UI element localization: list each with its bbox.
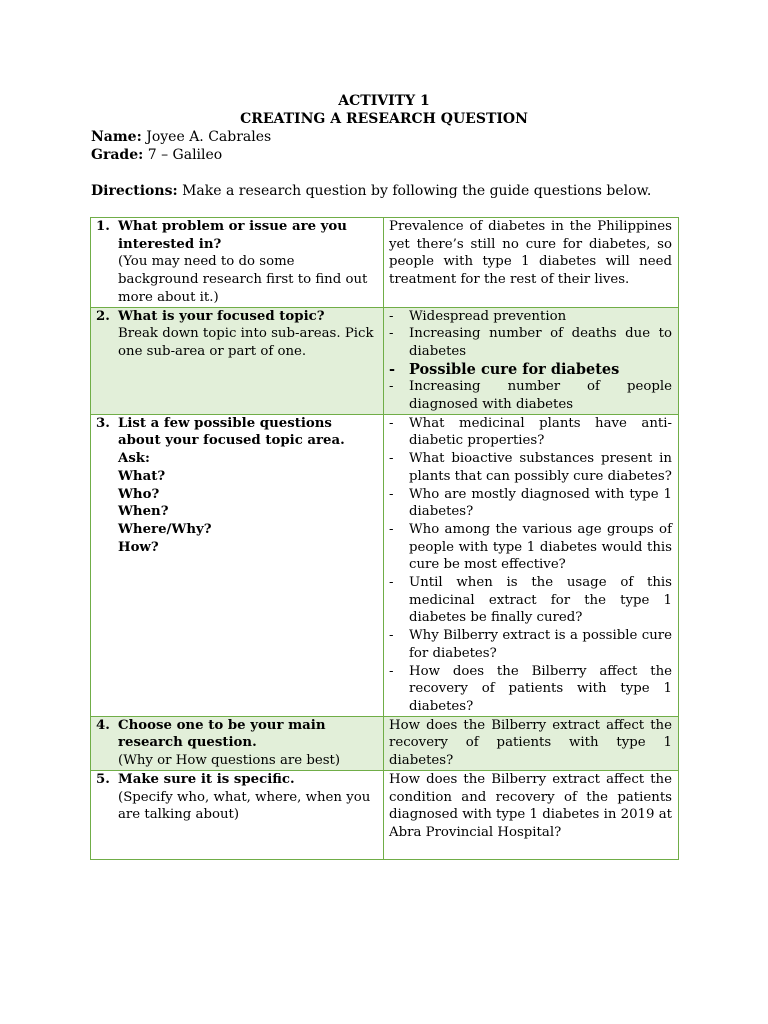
directions-label: Directions:: [91, 183, 178, 199]
list-item-text: Who are mostly diagnosed with type 1 diabetes?: [409, 486, 672, 520]
question-text: List a few possible questions about your focused topic area.: [118, 415, 345, 449]
dash-marker: -: [389, 486, 394, 502]
list-item: [389, 627, 672, 662]
question-number: 1.: [96, 219, 110, 234]
question-text: Choose one to be your main research question.: [118, 717, 326, 751]
list-item: [389, 486, 672, 521]
question-note: (You may need to do some background research first to find out more about it.): [118, 254, 368, 305]
grade-value: 7 – Galileo: [147, 147, 223, 163]
question-text: Make sure it is specific.: [118, 771, 295, 787]
dash-marker: -: [389, 521, 394, 537]
guide-table: [90, 217, 679, 860]
name-value: Joyee A. Cabrales: [146, 129, 272, 145]
list-item-text: Who among the various age groups of people with type 1 diabetes would this cure be most effective?: [409, 521, 672, 573]
table-row: [91, 770, 679, 859]
list-item-text: What bioactive substances present in plants that can possibly cure diabetes?: [409, 451, 672, 484]
answer-cell: [384, 218, 679, 308]
list-item-text: Widespread prevention: [409, 308, 567, 324]
answer-cell: [384, 716, 679, 770]
dash-marker: -: [389, 326, 394, 342]
list-item-text: How does the Bilberry affect the recovery of patients with type 1 diabetes?: [409, 663, 672, 714]
directions: [91, 182, 651, 200]
table-row: [91, 307, 679, 414]
dash-marker: -: [389, 415, 394, 431]
question-cell: [91, 218, 384, 308]
prompt-when: When?: [118, 504, 169, 520]
answer-list: [389, 415, 672, 716]
list-item: [389, 574, 672, 627]
list-item: [389, 378, 672, 413]
answer-cell: [384, 770, 679, 859]
question-cell: [91, 770, 384, 859]
dash-marker: -: [389, 628, 394, 644]
name-label: Name:: [91, 129, 142, 145]
question-cell: [91, 414, 384, 716]
question-note: Break down topic into sub-areas. Pick one sub-area or part of one.: [118, 326, 374, 359]
grade-field: [91, 146, 222, 164]
prompt-who: Who?: [118, 486, 160, 502]
activity-title: CREATING A RESEARCH QUESTION: [240, 111, 528, 127]
question-text: What problem or issue are you interested in?: [118, 219, 347, 252]
list-item-text: Until when is the usage of this medicinal extract for the type 1 diabetes be finally cured?: [409, 575, 672, 626]
question-note: (Specify who, what, where, when you are talking about): [118, 789, 371, 823]
list-item: [389, 325, 672, 360]
dash-marker: -: [389, 308, 394, 324]
activity-number: ACTIVITY 1: [338, 93, 430, 109]
list-item-text: Why Bilberry extract is a possible cure for diabetes?: [409, 628, 672, 661]
dash-marker: -: [389, 360, 396, 378]
answer-cell: [384, 414, 679, 716]
prompt-where-why: Where/Why?: [118, 521, 212, 537]
prompt-ask: Ask:: [118, 451, 150, 467]
directions-text: Make a research question by following the guide questions below.: [182, 183, 652, 199]
answer-list: [389, 308, 672, 414]
list-item-text: Increasing number of people diagnosed with diabetes: [409, 379, 672, 413]
answer-cell: [384, 307, 679, 414]
question-cell: [91, 307, 384, 414]
question-number: 2.: [96, 308, 110, 324]
dash-marker: -: [389, 575, 394, 591]
list-item: [389, 521, 672, 574]
table-row: [91, 414, 679, 716]
table-row: [91, 218, 679, 308]
question-note: (Why or How questions are best): [118, 753, 341, 769]
dash-marker: -: [389, 663, 394, 679]
prompt-what: What?: [118, 468, 166, 484]
prompt-how: How?: [118, 539, 159, 555]
table-row: [91, 716, 679, 770]
dash-marker: -: [389, 451, 394, 467]
list-item-text: Increasing number of deaths due to diabetes: [409, 326, 672, 359]
list-item: [389, 361, 672, 379]
list-item-text: Possible cure for diabetes: [409, 360, 620, 378]
question-text: What is your focused topic?: [118, 308, 325, 324]
list-item: [389, 308, 672, 326]
list-item: [389, 663, 672, 716]
question-number: 5.: [96, 771, 110, 787]
list-item-text: What medicinal plants have anti-diabetic properties?: [409, 415, 672, 449]
list-item: [389, 415, 672, 450]
answer-text: Prevalence of diabetes in the Philippines yet there’s still no cure for diabetes, so people with type 1 diabetes will need treatment for the rest of their lives.: [389, 219, 672, 288]
answer-text: How does the Bilberry extract affect the condition and recovery of the patients diagnosed with type 1 diabetes in 2019 at Abra Provincial Hospital?: [389, 771, 672, 840]
answer-text: How does the Bilberry extract affect the recovery of patients with type 1 diabetes?: [389, 717, 672, 769]
question-number: 4.: [96, 717, 110, 733]
dash-marker: -: [389, 379, 394, 395]
question-number: 3.: [96, 415, 110, 431]
question-cell: [91, 716, 384, 770]
name-field: [91, 128, 271, 146]
grade-label: Grade:: [91, 147, 144, 163]
list-item: [389, 450, 672, 485]
